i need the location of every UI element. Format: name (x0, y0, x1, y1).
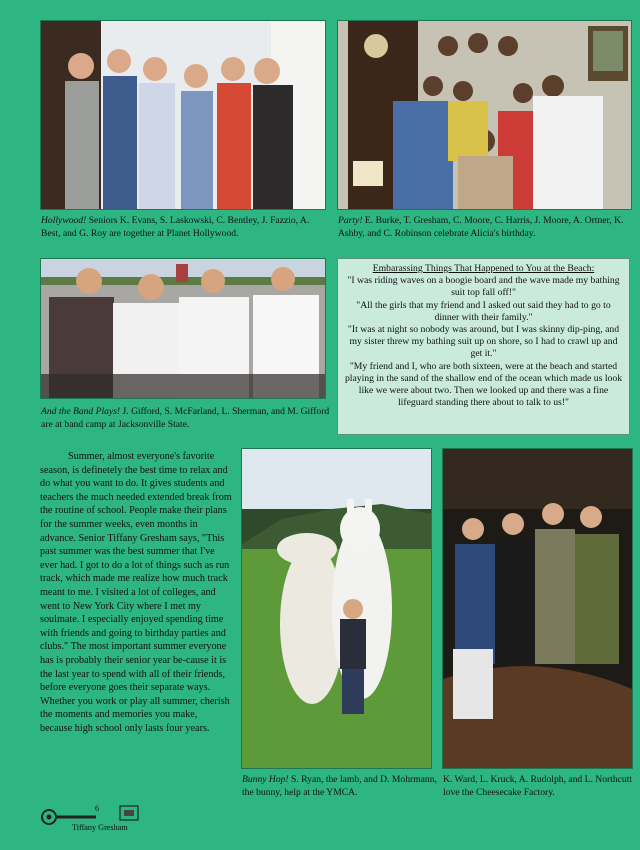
page-number: 6 (95, 804, 99, 813)
caption-hollywood: Hollywood! Seniors K. Evans, S. Laskowski, C. Bentley, J. Fazzio, A. Best, and G. Roy are together at Planet Hollywood. (41, 215, 310, 239)
caption-cheesecake-factory: K. Ward, L. Kruck, A. Rudolph, and L. Northcutt love the Cheesecake Factory. (443, 774, 633, 798)
photo-band-camp (41, 259, 325, 398)
photo-hollywood (41, 21, 325, 209)
photo-cheesecake-factory (443, 449, 632, 768)
caption-party: Party! E. Burke, T. Gresham, C. Moore, C. Harris, J. Moore, A. Ortner, K. Ashby, and C. Robinson celebrate Alicia's birthday. (338, 215, 624, 239)
article-paragraph: Summer, almost everyone's favorite season, is definetely the best time to relax and do what you want to do. It gives students and teachers the much needed extended break from the routine of school. People make their plans for the summer weeks, even months in advance. Senior Tiffany Gresham says, "This past summer was the best summer that I've ever had. I got to do a lot of things such as run track, which made me realize how much track meant to me. I visited a lot of colleges, and went to New York City where I met my soulmate. I especially enjoyed spending time with friends and going to birthday parties and clubs." The most important summer everyone has is probably their senior year be-cause it is the last year to spend with all of their friends, before everyone goes their separate ways. Whether you work or play all summer, cherish the moments and memories you make, because high school only lasts four years. (40, 451, 232, 734)
author-name: Tiffany Gresham (72, 823, 128, 832)
beach-quote: "My friend and I, who are both sixteen, were at the beach and started playing in the sand of the shallow end of the ocean which made us look like we were about two. Then we looked up and there was a fine lifeguard standing there about to talk to us!" (344, 360, 623, 409)
beach-quotes-title: Embarassing Things That Happened to You at the Beach: (372, 263, 595, 274)
key-ornament (40, 801, 140, 838)
photo-party (338, 21, 631, 209)
beach-quote: "All the girls that my friend and I asked out said they had to go to dinner with their family." (356, 299, 611, 323)
beach-quote: "It was at night so nobody was around, but I was skinny dip-ping, and my sister threw my bathing suit up on shore, so I had to crawl up and get it." (347, 324, 620, 360)
caption-band-camp: And the Band Plays! J. Gifford, S. McFarland, L. Sherman, and M. Gifford are at band camp at Jacksonville State. (41, 406, 330, 430)
beach-quote: "I was riding waves on a boogie board and the wave made my bathing suit top fall off!" (347, 275, 620, 299)
article-body (40, 450, 232, 735)
photo-bunny-hop (242, 449, 431, 768)
beach-quotes-box (337, 258, 630, 435)
caption-bunny-hop: Bunny Hop! S. Ryan, the lamb, and D. Mohrmann, the bunny, help at the YMCA. (242, 774, 437, 798)
